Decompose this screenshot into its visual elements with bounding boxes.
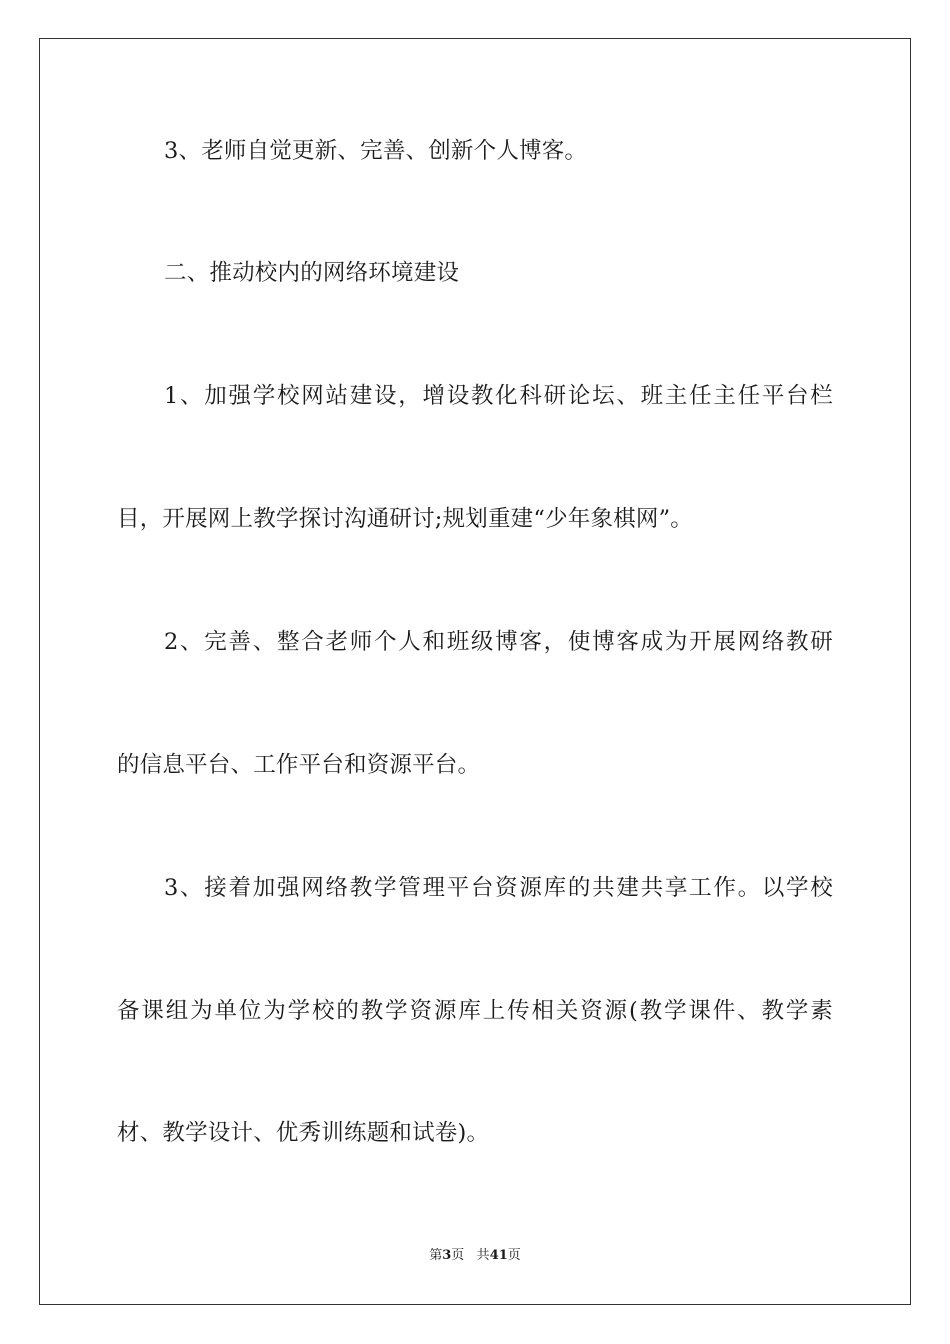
paragraph-line-7: 3、接着加强网络教学管理平台资源库的共建共享工作。以学校 <box>164 875 833 901</box>
section-heading: 二、推动校内的网络环境建设 <box>164 260 460 286</box>
paragraph-line-6: 的信息平台、工作平台和资源平台。 <box>117 752 481 778</box>
footer-total-pages: 41 <box>489 1248 508 1263</box>
footer-page-prefix: 第 <box>429 1248 443 1263</box>
paragraph-line-9: 材、教学设计、优秀训练题和试卷)。 <box>117 1120 490 1146</box>
footer-page-number: 3 <box>442 1248 452 1263</box>
footer-total-suffix: 页 <box>507 1248 521 1263</box>
paragraph-line-3: 1、加强学校网站建设，增设教化科研论坛、班主任主任平台栏 <box>164 383 833 409</box>
footer-page-suffix: 页 <box>451 1248 465 1263</box>
paragraph-line-1: 3、老师自觉更新、完善、创新个人博客。 <box>164 138 588 164</box>
paragraph-line-4: 目，开展网上教学探讨沟通研讨;规划重建“少年象棋网”。 <box>117 506 693 532</box>
page-footer <box>0 1247 950 1265</box>
paragraph-line-8: 备课组为单位为学校的教学资源库上传相关资源(教学课件、教学素 <box>117 998 833 1024</box>
page-border <box>39 38 911 1305</box>
footer-total-prefix: 共 <box>476 1248 490 1263</box>
paragraph-line-5: 2、完善、整合老师个人和班级博客，使博客成为开展网络教研 <box>164 629 833 655</box>
